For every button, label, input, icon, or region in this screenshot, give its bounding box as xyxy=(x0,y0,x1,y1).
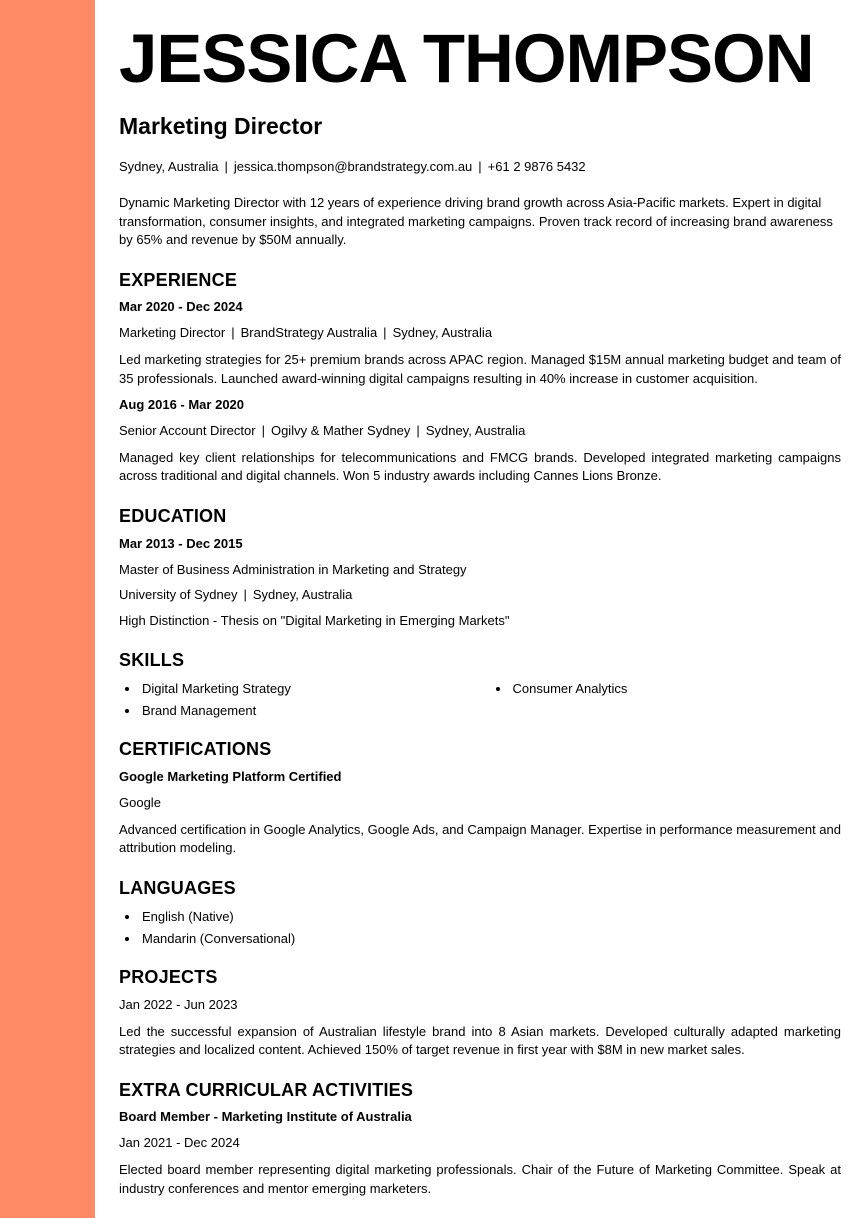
section-projects xyxy=(119,968,841,1060)
resume-content xyxy=(119,0,841,1207)
experience-role-line xyxy=(119,325,841,342)
accent-sidebar-stripe xyxy=(0,0,95,1218)
role-separator: | xyxy=(261,423,265,439)
experience-heading: EXPERIENCE xyxy=(119,269,238,290)
experience-position: Senior Account Director xyxy=(119,423,256,439)
education-location: Sydney, Australia xyxy=(252,587,353,603)
project-description: Led the successful expansion of Australian lifestyle brand into 8 Asian markets. Developed culturally adapted marketing strategies and localized content. Achieved 150% of target revenue in first year with $8M in new market sales. xyxy=(119,1023,841,1058)
experience-role-line xyxy=(119,423,841,440)
project-dates: Jan 2022 - Jun 2023 xyxy=(119,996,238,1012)
skill-item: • Digital Marketing Strategy xyxy=(140,680,471,697)
experience-entry xyxy=(119,299,841,388)
education-school: University of Sydney xyxy=(119,587,238,603)
experience-company: BrandStrategy Australia xyxy=(240,325,378,341)
skill-item: • Consumer Analytics xyxy=(511,680,842,697)
extra-curricular-dates: Jan 2021 - Dec 2024 xyxy=(119,1135,240,1151)
contact-separator: | xyxy=(224,159,228,175)
contact-line xyxy=(119,159,841,176)
candidate-job-title: Marketing Director xyxy=(119,113,323,139)
certification-issuer: Google xyxy=(119,795,161,811)
skills-list xyxy=(119,680,841,719)
section-certifications xyxy=(119,740,841,857)
projects-heading: PROJECTS xyxy=(119,966,218,987)
contact-email: jessica.thompson@brandstrategy.com.au xyxy=(233,159,473,175)
language-item: • English (Native) xyxy=(140,908,841,925)
contact-separator: | xyxy=(478,159,482,175)
section-languages xyxy=(119,879,841,947)
experience-position: Marketing Director xyxy=(119,325,226,341)
extra-curricular-heading: EXTRA CURRICULAR ACTIVITIES xyxy=(119,1079,414,1100)
experience-dates: Aug 2016 - Mar 2020 xyxy=(119,397,245,413)
certification-description: Advanced certification in Google Analytics, Google Ads, and Campaign Manager. Expertise in performance measurement and attribution modeling. xyxy=(119,821,841,856)
experience-entry xyxy=(119,397,841,486)
languages-heading: LANGUAGES xyxy=(119,877,236,898)
certification-title: Google Marketing Platform Certified xyxy=(119,769,342,785)
role-separator: | xyxy=(416,423,420,439)
skill-item: • Brand Management xyxy=(140,702,471,719)
certifications-heading: CERTIFICATIONS xyxy=(119,739,272,760)
experience-description: Led marketing strategies for 25+ premium brands across APAC region. Managed $15M annual marketing budget and team of 35 professionals. Launched award-winning digital campaigns resulting in 40% increase in customer acquisition. xyxy=(119,352,841,386)
experience-location: Sydney, Australia xyxy=(425,423,526,439)
extra-curricular-description: Elected board member representing digital marketing professionals. Chair of the Future of Marketing Committee. Speak at industry conferences and mentor emerging marketers. xyxy=(119,1162,841,1196)
contact-phone: +61 2 9876 5432 xyxy=(487,159,586,175)
contact-location: Sydney, Australia xyxy=(119,159,219,175)
education-school-line xyxy=(119,587,841,604)
education-dates: Mar 2013 - Dec 2015 xyxy=(119,535,243,551)
experience-location: Sydney, Australia xyxy=(392,325,493,341)
education-honors: High Distinction - Thesis on "Digital Marketing in Emerging Markets" xyxy=(119,613,510,629)
professional-summary: Dynamic Marketing Director with 12 years of experience driving brand growth across Asia-Pacific markets. Expert in digital transformation, consumer insights, and integrated marketing campaigns. Proven track record of increasing brand awareness by 65% and revenue by $50M annually. xyxy=(119,195,833,248)
section-extra-curricular xyxy=(119,1081,841,1198)
experience-company: Ogilvy & Mather Sydney xyxy=(270,423,411,439)
education-degree: Master of Business Administration in Marketing and Strategy xyxy=(119,561,467,577)
role-separator: | xyxy=(231,325,235,341)
skills-heading: SKILLS xyxy=(119,650,185,671)
experience-description: Managed key client relationships for telecommunications and FMCG brands. Developed integrated marketing campaigns across traditional and digital channels. Won 5 industry awards including Cannes Lions Bronze. xyxy=(119,449,841,484)
section-experience xyxy=(119,271,841,486)
section-skills xyxy=(119,651,841,719)
section-education xyxy=(119,507,841,630)
language-item: • Mandarin (Conversational) xyxy=(140,930,841,947)
extra-curricular-title: Board Member - Marketing Institute of Australia xyxy=(119,1109,412,1125)
education-heading: EDUCATION xyxy=(119,505,227,526)
languages-list xyxy=(119,908,841,947)
candidate-name: JESSICA THOMPSON xyxy=(119,20,814,97)
experience-dates: Mar 2020 - Dec 2024 xyxy=(119,299,243,315)
school-separator: | xyxy=(243,587,247,603)
role-separator: | xyxy=(383,325,387,341)
